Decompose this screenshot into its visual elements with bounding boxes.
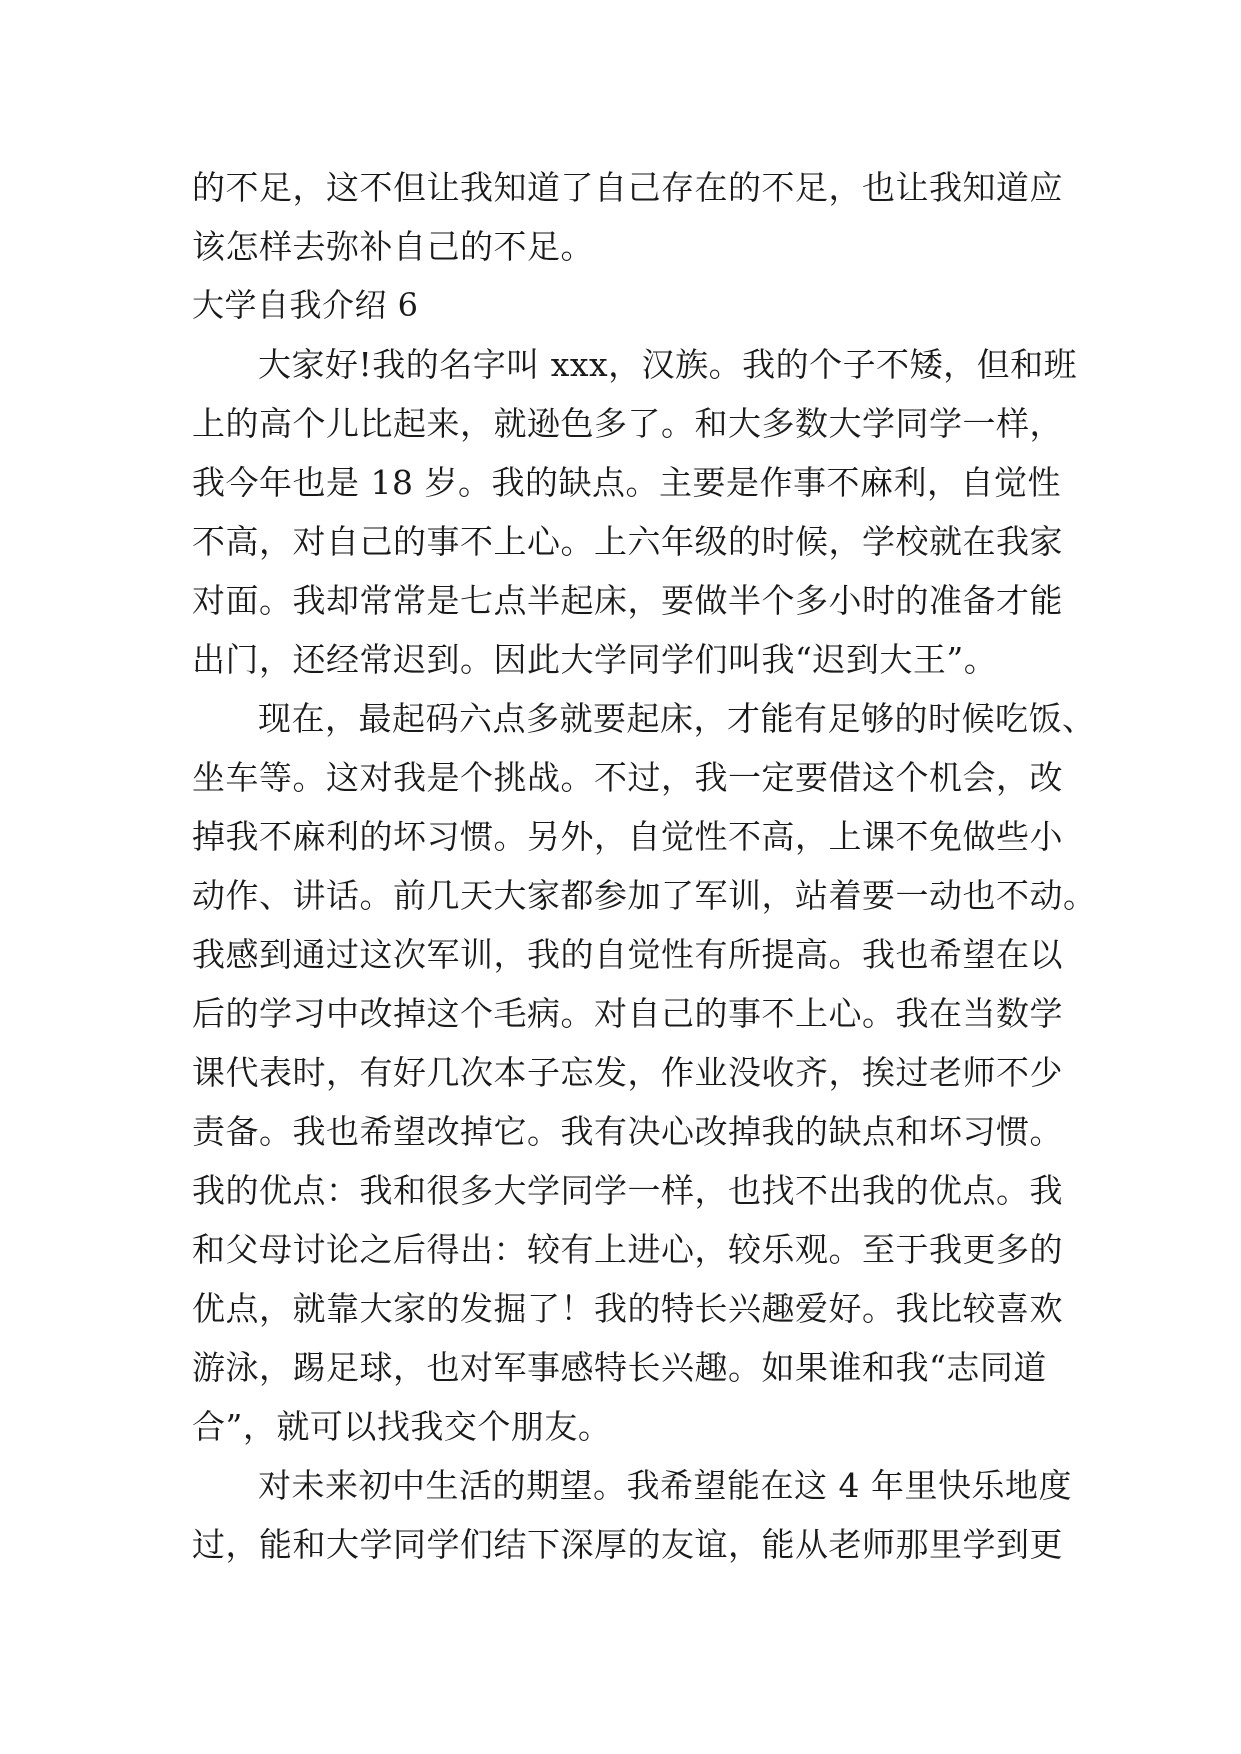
paragraph-line: 该怎样去弥补自己的不足。 — [192, 227, 594, 266]
section-heading: 大学自我介绍 6 — [192, 286, 419, 324]
paragraph-line: 大家好!我的名字叫 xxx，汉族。我的个子不矮，但和班 — [258, 345, 1078, 384]
paragraph-line: 出门，还经常迟到。因此大学同学们叫我“迟到大王”。 — [192, 640, 998, 679]
paragraph-line: 过，能和大学同学们结下深厚的友谊，能从老师那里学到更 — [192, 1525, 1063, 1564]
paragraph-line: 坐车等。这对我是个挑战。不过，我一定要借这个机会，改 — [192, 758, 1063, 797]
document-body — [192, 158, 1097, 1574]
paragraph-line: 我今年也是 18 岁。我的缺点。主要是作事不麻利，自觉性 — [192, 463, 1061, 502]
paragraph-line: 不高，对自己的事不上心。上六年级的时候，学校就在我家 — [192, 522, 1063, 561]
paragraph-line: 我感到通过这次军训，我的自觉性有所提高。我也希望在以 — [192, 935, 1063, 974]
paragraph-line: 后的学习中改掉这个毛病。对自己的事不上心。我在当数学 — [192, 994, 1063, 1033]
paragraph-line: 合”，就可以找我交个朋友。 — [192, 1407, 612, 1446]
paragraph-line: 掉我不麻利的坏习惯。另外，自觉性不高，上课不免做些小 — [192, 817, 1063, 856]
paragraph-line: 上的高个儿比起来，就逊色多了。和大多数大学同学一样， — [192, 404, 1063, 443]
paragraph-line: 优点，就靠大家的发掘了！我的特长兴趣爱好。我比较喜欢 — [192, 1289, 1063, 1328]
paragraph-line: 游泳，踢足球，也对军事感特长兴趣。如果谁和我“志同道 — [192, 1348, 1047, 1387]
paragraph-line: 课代表时，有好几次本子忘发，作业没收齐，挨过老师不少 — [192, 1053, 1063, 1092]
paragraph-line: 我的优点：我和很多大学同学一样，也找不出我的优点。我 — [192, 1171, 1063, 1210]
paragraph-line: 的不足，这不但让我知道了自己存在的不足，也让我知道应 — [192, 168, 1063, 207]
paragraph-line: 对面。我却常常是七点半起床，要做半个多小时的准备才能 — [192, 581, 1063, 620]
paragraph-line: 动作、讲话。前几天大家都参加了军训，站着要一动也不动。 — [192, 876, 1097, 915]
paragraph-line: 责备。我也希望改掉它。我有决心改掉我的缺点和坏习惯。 — [192, 1112, 1063, 1151]
paragraph-line: 和父母讨论之后得出：较有上进心，较乐观。至于我更多的 — [192, 1230, 1063, 1269]
paragraph-line: 现在，最起码六点多就要起床，才能有足够的时候吃饭、 — [258, 699, 1096, 738]
paragraph-line: 对未来初中生活的期望。我希望能在这 4 年里快乐地度 — [258, 1466, 1072, 1505]
